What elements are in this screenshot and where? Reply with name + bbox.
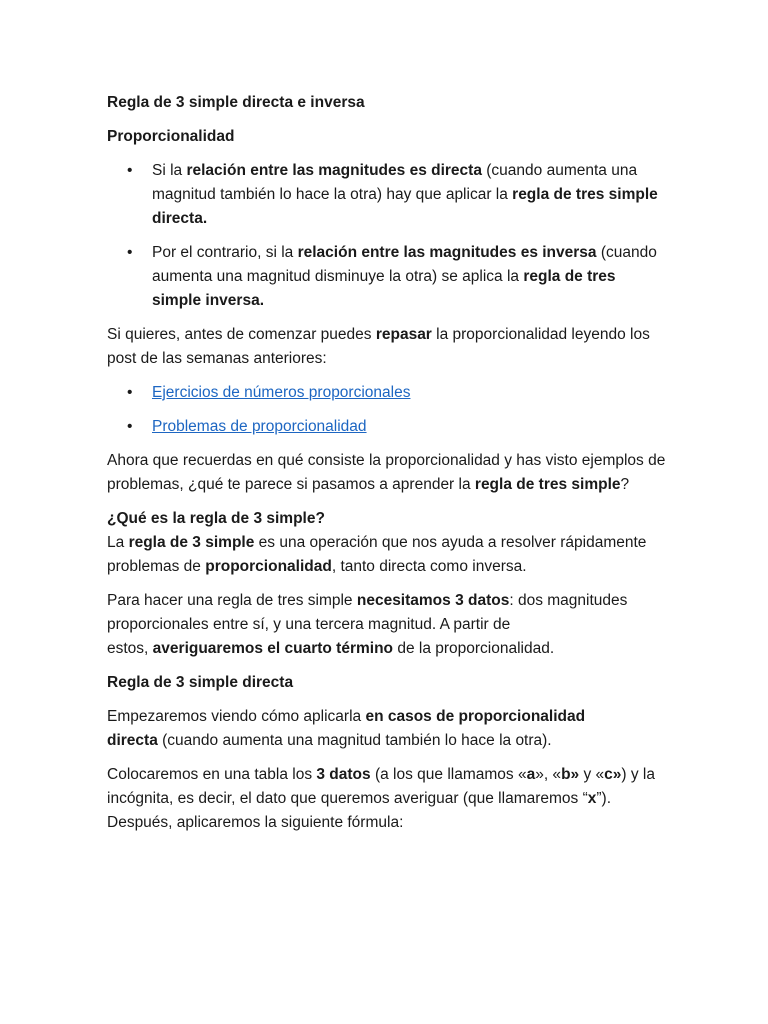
paragraph-review: Si quieres, antes de comenzar puedes repasar la proporcionalidad leyendo los post de las semanas anteriores: bbox=[107, 326, 650, 367]
list-item-link bbox=[107, 415, 667, 439]
bullet-icon: • bbox=[127, 418, 133, 435]
link-ejercicios[interactable]: Ejercicios de números proporcionales bbox=[152, 384, 411, 401]
list-item-inverse-rule: • Por el contrario, si la relación entre las magnitudes es inversa (cuando aumenta una magnitud disminuye la otra) se aplica la regla de tres simple inversa. bbox=[107, 241, 667, 313]
rules-list bbox=[107, 159, 667, 313]
paragraph-table: Colocaremos en una tabla los 3 datos (a los que llamamos «a», «b» y «c») y la incógnita, es decir, el dato que queremos averiguar (que llamaremos “x”). Después, aplicaremos la siguiente fórmula: bbox=[107, 766, 655, 831]
section-heading-proporcionalidad: Proporcionalidad bbox=[107, 128, 235, 145]
bullet-icon: • bbox=[127, 384, 133, 401]
document-title: Regla de 3 simple directa e inversa bbox=[107, 94, 365, 111]
paragraph-data: Para hacer una regla de tres simple necesitamos 3 datos: dos magnitudes proporcionales entre sí, y una tercera magnitud. A partir de estos, averiguaremos el cuarto término de la proporcionalidad. bbox=[107, 592, 628, 657]
links-list bbox=[107, 381, 667, 439]
link-problemas[interactable]: Problemas de proporcionalidad bbox=[152, 418, 367, 435]
document-page bbox=[107, 91, 667, 845]
section-heading-direct: Regla de 3 simple directa bbox=[107, 674, 294, 691]
bullet-icon: • bbox=[127, 162, 133, 179]
list-item-direct-rule: • Si la relación entre las magnitudes es directa (cuando aumenta una magnitud también lo hace la otra) hay que aplicar la regla de tres simple directa. bbox=[107, 159, 667, 231]
paragraph-start: Empezaremos viendo cómo aplicarla en casos de proporcionalidad directa (cuando aumenta una magnitud también lo hace la otra). bbox=[107, 708, 586, 749]
definition-block bbox=[107, 507, 667, 579]
bullet-icon: • bbox=[127, 244, 133, 261]
list-item-link bbox=[107, 381, 667, 405]
question-heading: ¿Qué es la regla de 3 simple? bbox=[107, 510, 325, 527]
paragraph-now: Ahora que recuerdas en qué consiste la proporcionalidad y has visto ejemplos de problemas, ¿qué te parece si pasamos a aprender la regla de tres simple? bbox=[107, 452, 666, 493]
paragraph-definition: La regla de 3 simple es una operación que nos ayuda a resolver rápidamente problemas de proporcionalidad, tanto directa como inversa. bbox=[107, 534, 647, 575]
